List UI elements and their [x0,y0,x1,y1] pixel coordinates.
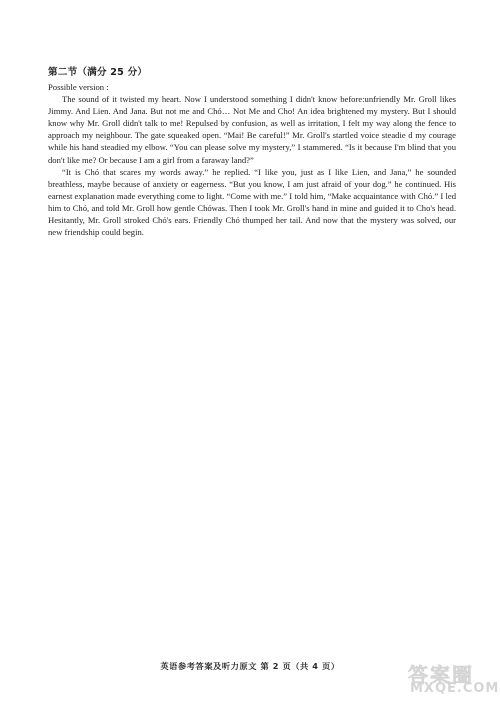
answer-text [48,81,456,238]
watermark-logo [408,659,500,699]
watermark-url: MXQE.COM [410,681,500,696]
paragraph-1: The sound of it twisted my heart. Now I understood something I didn't know before:unfriendly Mr. Groll likes Jimmy. And Lien. And Jana. But not me and Chó… Not Me and Cho! An idea brightened my mystery. But I should know why Mr. Groll didn't talk to me! Repulsed by confusion, as well as irritation, I felt my way along the fence to approach my neighbour. The gate squeaked open. “Mai! Be careful!” Mr. Groll's startled voice steadie d my courage while his hand steadied my elbow. “You can please solve my mystery,” I stammered. “Is it because I'm blind that you don't like me? Or because I am a girl from a faraway land?” [48,94,456,165]
section-title: 第二节（满分 25 分） [48,67,148,78]
page-footer: 英语参考答案及听力原文 第 2 页（共 4 页） [160,661,340,671]
paragraph-2: “It is Chó that scares my words away.” he replied. “I like you, just as I like Lien, and Jana,” he sounded breathless, maybe because of anxiety or eagerness. “But you know, I am just afraid of your dog.” he continued. His earnest explanation made everything come to light. “Come with me.” I told him, “Make acquaintance with Chó.” I led him to Chó, and told Mr. Groll how gentle Chówas. Then I took Mr. Groll's hand in mine and guided it to Cho's head. Hesitantly, Mr. Groll stroked Chó's ears. Friendly Chó thumped her tail. And now that the mystery was solved, our new friendship could begin. [48,166,456,238]
version-label: Possible version : [48,82,109,92]
watermark-text: 答案圈 [408,663,474,687]
